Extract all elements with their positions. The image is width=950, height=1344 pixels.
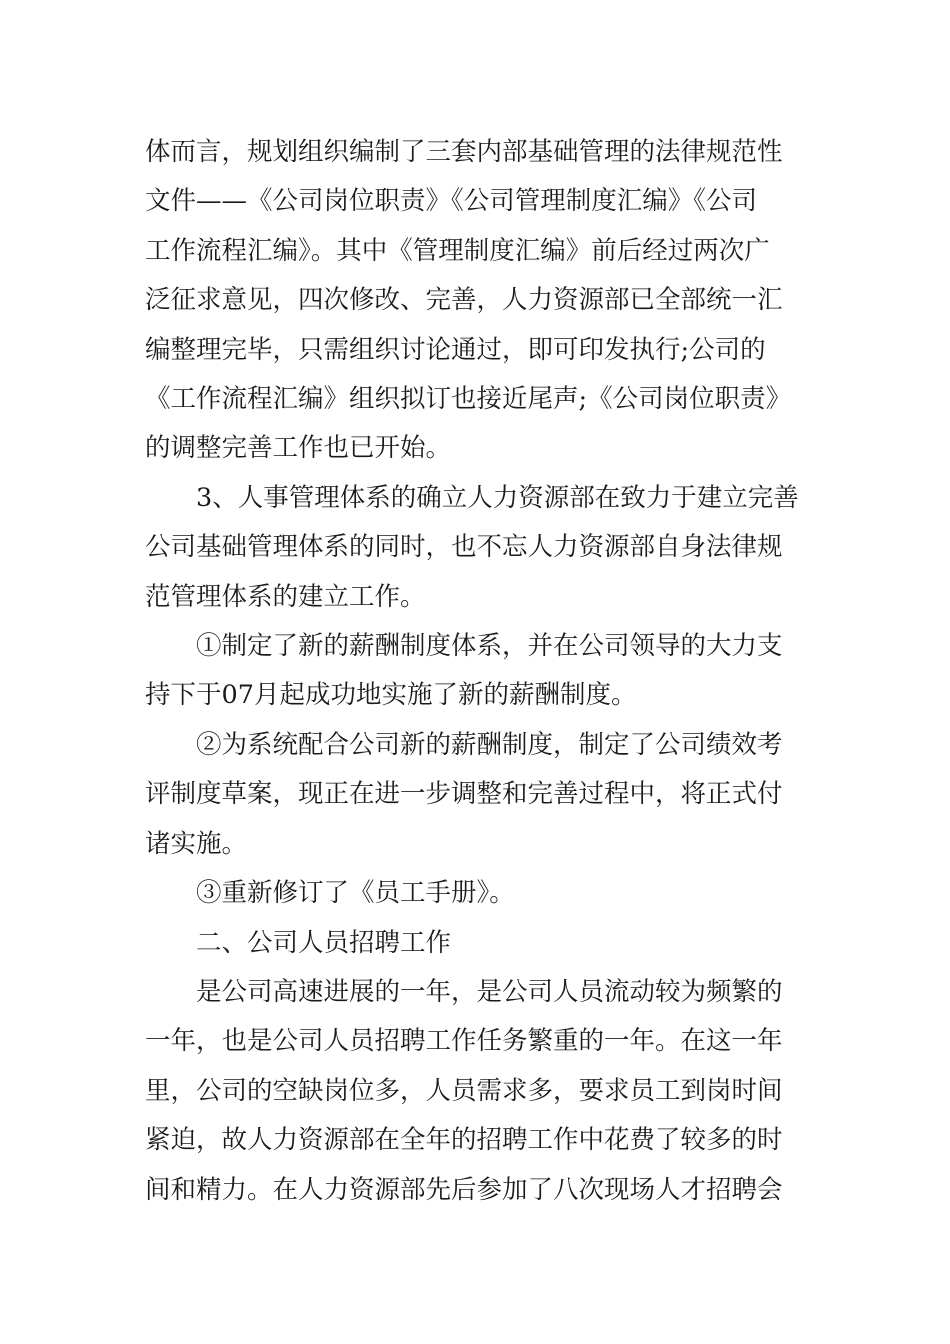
text-line: 范管理体系的建立工作。 bbox=[145, 581, 426, 612]
text-line: 一年，也是公司人员招聘工作任务繁重的一年。在这一年 bbox=[145, 1026, 783, 1057]
document-body bbox=[145, 128, 810, 1215]
text-line: 工作流程汇编》。其中《管理制度汇编》前后经过两次广 bbox=[145, 235, 770, 266]
text-line: 诸实施。 bbox=[145, 828, 248, 859]
paragraph-2 bbox=[145, 474, 810, 622]
text-line: 里，公司的空缺岗位多，人员需求多，要求员工到岗时间 bbox=[145, 1075, 783, 1106]
text-line: 的调整完善工作也已开始。 bbox=[145, 433, 452, 464]
text-line: ①制定了新的薪酬制度体系，并在公司领导的大力支 bbox=[196, 631, 783, 662]
text-line: 泛征求意见，四次修改、完善，人力资源部已全部统一汇 bbox=[145, 285, 783, 316]
text-line: 是公司高速进展的一年，是公司人员流动较为频繁的 bbox=[196, 976, 783, 1007]
text-line: 二、公司人员招聘工作 bbox=[196, 927, 452, 958]
paragraph-3 bbox=[145, 622, 810, 721]
text-line: 编整理完毕，只需组织讨论通过，即可印发执行;公司的 bbox=[145, 334, 766, 365]
paragraph-1 bbox=[145, 128, 810, 474]
text-line: 文件——《公司岗位职责》《公司管理制度汇编》《公司 bbox=[145, 186, 758, 217]
text-line: 间和精力。在人力资源部先后参加了八次现场人才招聘会 bbox=[145, 1174, 783, 1205]
text-line: 紧迫，故人力资源部在全年的招聘工作中花费了较多的时 bbox=[145, 1125, 783, 1156]
text-line: ③重新修订了《员工手册》。 bbox=[196, 878, 515, 909]
paragraph-7 bbox=[145, 968, 810, 1215]
paragraph-5 bbox=[145, 869, 810, 918]
text-line: 持下于07月起成功地实施了新的薪酬制度。 bbox=[145, 680, 637, 711]
text-line: ②为系统配合公司新的薪酬制度，制定了公司绩效考 bbox=[196, 729, 783, 760]
text-line: 3、人事管理体系的确立人力资源部在致力于建立完善 bbox=[196, 482, 799, 513]
section-heading bbox=[145, 919, 810, 968]
text-line: 公司基础管理体系的同时，也不忘人力资源部自身法律规 bbox=[145, 532, 783, 563]
paragraph-4 bbox=[145, 721, 810, 869]
text-line: 《工作流程汇编》组织拟订也接近尾声;《公司岗位职责》 bbox=[145, 384, 792, 415]
text-line: 评制度草案，现正在进一步调整和完善过程中，将正式付 bbox=[145, 779, 783, 810]
text-line: 体而言，规划组织编制了三套内部基础管理的法律规范性 bbox=[145, 137, 783, 167]
